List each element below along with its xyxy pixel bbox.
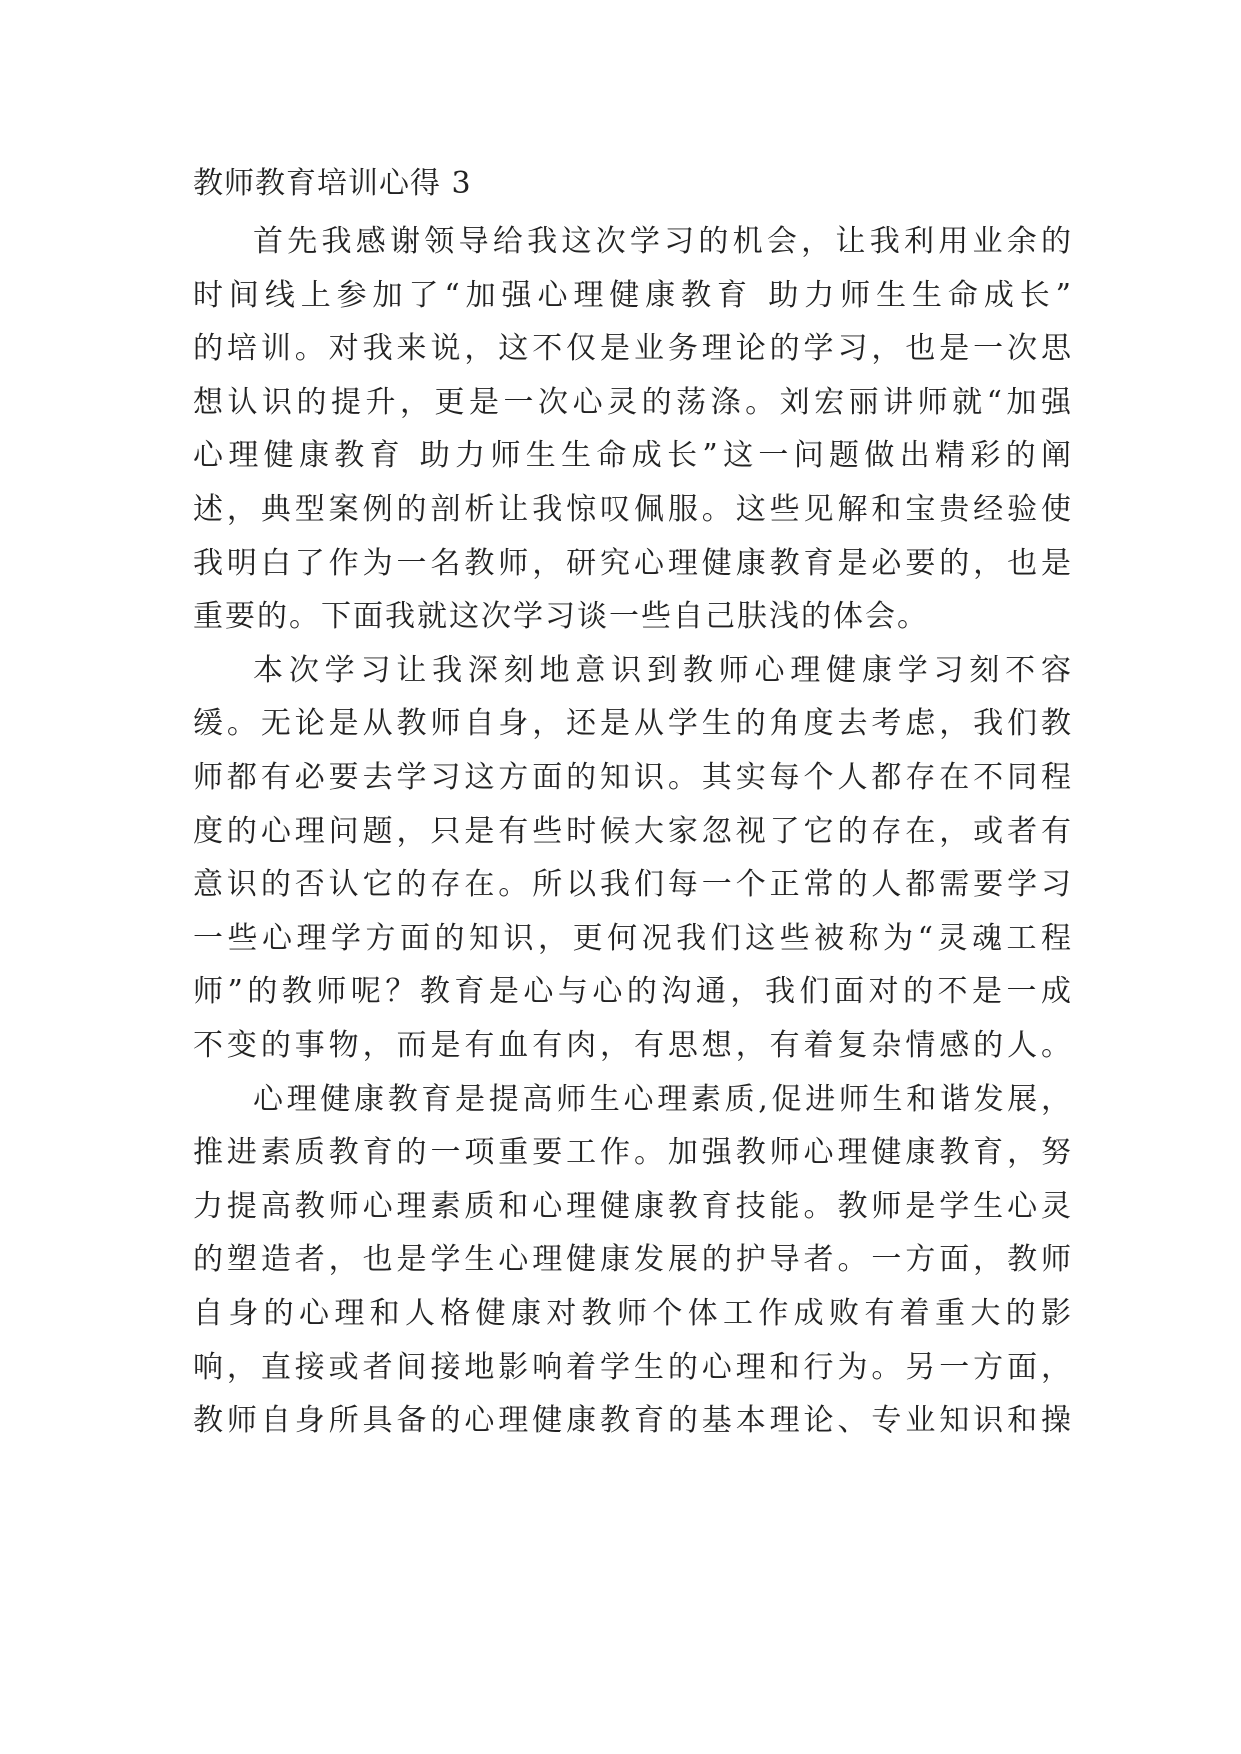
body-line: 我明白了作为一名教师，研究心理健康教育是必要的，也是 [193, 546, 1073, 581]
body-line: 意识的否认它的存在。所以我们每一个正常的人都需要学习 [193, 867, 1073, 902]
body-line: 师”的教师呢？教育是心与心的沟通，我们面对的不是一成 [193, 974, 1073, 1009]
body-line: 响，直接或者间接地影响着学生的心理和行为。另一方面， [193, 1350, 1073, 1385]
body-line: 时间线上参加了“加强心理健康教育 助力师生生命成长” [193, 278, 1073, 313]
body-line: 想认识的提升，更是一次心灵的荡涤。刘宏丽讲师就“加强 [193, 385, 1073, 420]
body-line: 的塑造者，也是学生心理健康发展的护导者。一方面，教师 [193, 1242, 1073, 1277]
body-line: 不变的事物，而是有血有肉，有思想，有着复杂情感的人。 [193, 1028, 1073, 1063]
body-line: 心理健康教育 助力师生生命成长”这一问题做出精彩的阐 [193, 438, 1073, 473]
body-line: 缓。无论是从教师自身，还是从学生的角度去考虑，我们教 [193, 706, 1073, 741]
body-line: 度的心理问题，只是有些时候大家忽视了它的存在，或者有 [193, 814, 1073, 849]
body-line: 的培训。对我来说，这不仅是业务理论的学习，也是一次思 [193, 331, 1073, 366]
body-line: 推进素质教育的一项重要工作。加强教师心理健康教育，努 [193, 1135, 1073, 1170]
body-line: 首先我感谢领导给我这次学习的机会，让我利用业余的 [253, 224, 1073, 259]
body-line: 力提高教师心理素质和心理健康教育技能。教师是学生心灵 [193, 1189, 1073, 1224]
body-line: 心理健康教育是提高师生心理素质,促进师生和谐发展， [253, 1082, 1073, 1117]
body-line: 本次学习让我深刻地意识到教师心理健康学习刻不容 [253, 653, 1073, 688]
document-title: 教师教育培训心得 3 [193, 166, 472, 201]
body-line: 一些心理学方面的知识，更何况我们这些被称为“灵魂工程 [193, 921, 1073, 956]
body-line: 述，典型案例的剖析让我惊叹佩服。这些见解和宝贵经验使 [193, 492, 1073, 527]
body-line: 自身的心理和人格健康对教师个体工作成败有着重大的影 [193, 1296, 1073, 1331]
body-line: 教师自身所具备的心理健康教育的基本理论、专业知识和操 [193, 1403, 1073, 1438]
body-line: 师都有必要去学习这方面的知识。其实每个人都存在不同程 [193, 760, 1073, 795]
body-line: 重要的。下面我就这次学习谈一些自己肤浅的体会。 [193, 599, 929, 634]
